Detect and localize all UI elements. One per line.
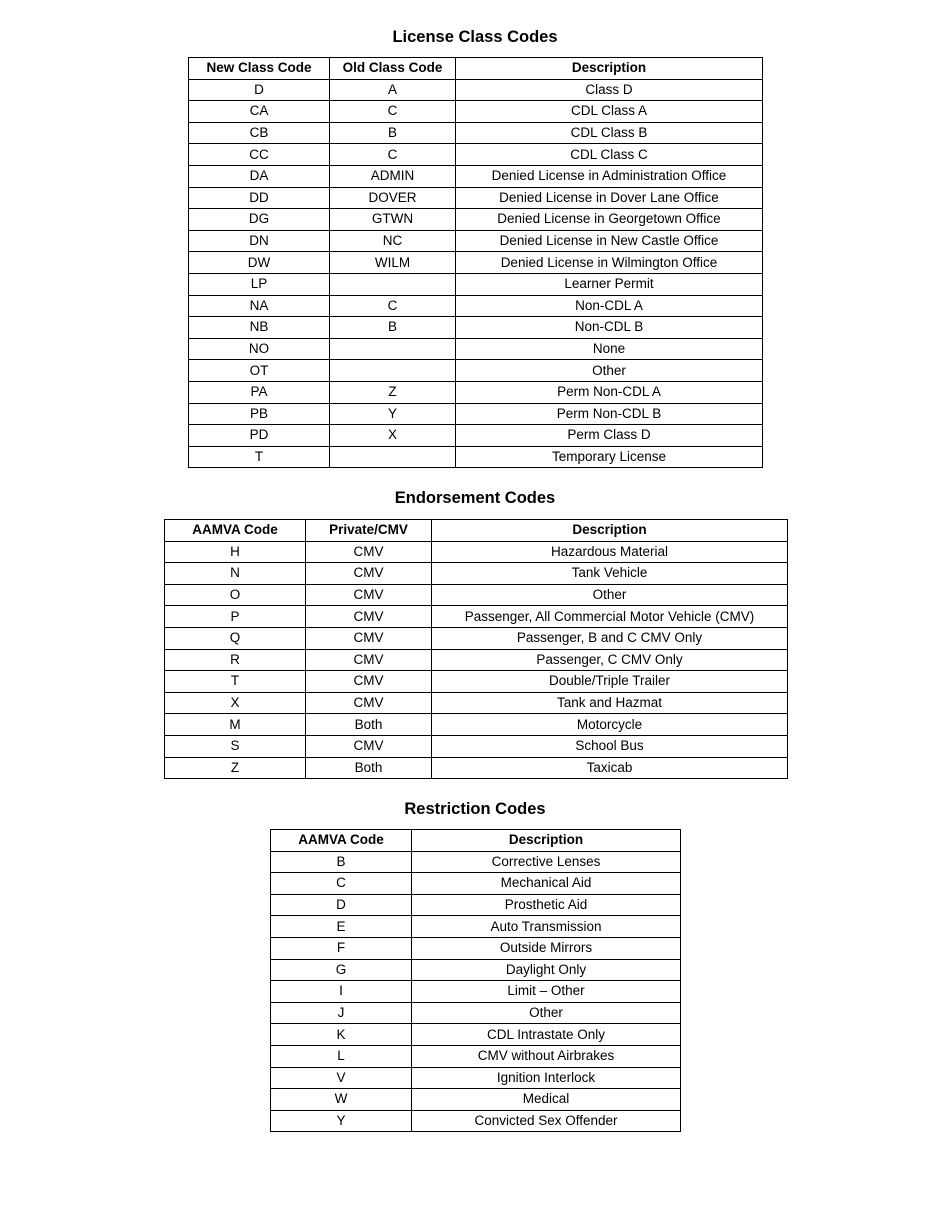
table-cell: Motorcycle: [432, 714, 788, 736]
table-cell: C: [330, 101, 456, 123]
table-cell: PD: [189, 425, 330, 447]
table-cell: PA: [189, 381, 330, 403]
table-cell: C: [271, 873, 412, 895]
table-row: [189, 79, 763, 101]
table-cell: Z: [330, 381, 456, 403]
table-header-row: [165, 520, 788, 542]
table-row: [271, 851, 681, 873]
table-row: [189, 209, 763, 231]
table-cell: DD: [189, 187, 330, 209]
table-row: [271, 959, 681, 981]
table-cell: CMV: [306, 584, 432, 606]
table-cell: DG: [189, 209, 330, 231]
table-cell: G: [271, 959, 412, 981]
table-cell: H: [165, 541, 306, 563]
table-row: [189, 144, 763, 166]
table-cell: Limit – Other: [412, 981, 681, 1003]
table-cell: Both: [306, 757, 432, 779]
table-cell: B: [330, 317, 456, 339]
table-row: [189, 295, 763, 317]
table-cell: X: [330, 425, 456, 447]
table-cell: CC: [189, 144, 330, 166]
table-cell: T: [189, 446, 330, 468]
table-cell: CMV: [306, 649, 432, 671]
table-cell: [330, 446, 456, 468]
table-cell: N: [165, 563, 306, 585]
table-cell: None: [456, 338, 763, 360]
endorsement-codes-title: Endorsement Codes: [394, 489, 556, 507]
table-cell: Perm Non-CDL B: [456, 403, 763, 425]
column-header: Old Class Code: [330, 58, 456, 80]
table-cell: CA: [189, 101, 330, 123]
table-row: [271, 1024, 681, 1046]
table-row: [165, 627, 788, 649]
table-cell: Other: [432, 584, 788, 606]
table-cell: B: [330, 122, 456, 144]
table-cell: Denied License in New Castle Office: [456, 230, 763, 252]
table-row: [271, 937, 681, 959]
table-cell: X: [165, 692, 306, 714]
table-cell: Tank and Hazmat: [432, 692, 788, 714]
table-cell: Taxicab: [432, 757, 788, 779]
table-cell: Corrective Lenses: [412, 851, 681, 873]
table-cell: Perm Non-CDL A: [456, 381, 763, 403]
table-row: [189, 101, 763, 123]
table-cell: Temporary License: [456, 446, 763, 468]
table-cell: CMV: [306, 563, 432, 585]
table-cell: Auto Transmission: [412, 916, 681, 938]
table-row: [271, 1067, 681, 1089]
table-cell: R: [165, 649, 306, 671]
table-header-row: [271, 830, 681, 852]
table-cell: NC: [330, 230, 456, 252]
column-header: Private/CMV: [306, 520, 432, 542]
table-cell: Y: [271, 1110, 412, 1132]
table-row: [189, 252, 763, 274]
table-cell: B: [271, 851, 412, 873]
table-row: [189, 230, 763, 252]
table-cell: C: [330, 295, 456, 317]
table-cell: Z: [165, 757, 306, 779]
table-cell: Denied License in Georgetown Office: [456, 209, 763, 231]
table-row: [189, 425, 763, 447]
table-cell: Mechanical Aid: [412, 873, 681, 895]
table-row: [189, 446, 763, 468]
column-header: Description: [432, 520, 788, 542]
table-cell: DOVER: [330, 187, 456, 209]
column-header: Description: [456, 58, 763, 80]
table-row: [271, 873, 681, 895]
table-cell: T: [165, 671, 306, 693]
table-cell: W: [271, 1089, 412, 1111]
table-row: [189, 122, 763, 144]
table-cell: L: [271, 1045, 412, 1067]
table-row: [165, 563, 788, 585]
table-cell: I: [271, 981, 412, 1003]
table-cell: S: [165, 735, 306, 757]
table-cell: Denied License in Wilmington Office: [456, 252, 763, 274]
table-row: [189, 317, 763, 339]
table-row: [189, 360, 763, 382]
table-cell: Tank Vehicle: [432, 563, 788, 585]
table-cell: CMV: [306, 692, 432, 714]
table-cell: CDL Class A: [456, 101, 763, 123]
table-row: [165, 541, 788, 563]
table-cell: Denied License in Administration Office: [456, 165, 763, 187]
table-cell: Ignition Interlock: [412, 1067, 681, 1089]
table-cell: Non-CDL A: [456, 295, 763, 317]
table-cell: Class D: [456, 79, 763, 101]
table-cell: OT: [189, 360, 330, 382]
table-cell: CDL Class C: [456, 144, 763, 166]
column-header: AAMVA Code: [271, 830, 412, 852]
table-cell: CMV: [306, 627, 432, 649]
table-cell: Other: [412, 1002, 681, 1024]
table-cell: Outside Mirrors: [412, 937, 681, 959]
column-header: Description: [412, 830, 681, 852]
table-cell: NA: [189, 295, 330, 317]
table-cell: F: [271, 937, 412, 959]
table-row: [189, 381, 763, 403]
table-cell: Daylight Only: [412, 959, 681, 981]
table-cell: [330, 273, 456, 295]
table-row: [165, 714, 788, 736]
table-row: [165, 649, 788, 671]
table-row: [271, 1002, 681, 1024]
table-cell: Medical: [412, 1089, 681, 1111]
table-cell: LP: [189, 273, 330, 295]
table-cell: [330, 338, 456, 360]
table-cell: Convicted Sex Offender: [412, 1110, 681, 1132]
table-cell: Passenger, B and C CMV Only: [432, 627, 788, 649]
table-cell: School Bus: [432, 735, 788, 757]
table-cell: NO: [189, 338, 330, 360]
table-cell: DW: [189, 252, 330, 274]
table-cell: Passenger, All Commercial Motor Vehicle (CMV): [432, 606, 788, 628]
endorsement-codes-table: [164, 519, 788, 779]
table-cell: Hazardous Material: [432, 541, 788, 563]
table-cell: PB: [189, 403, 330, 425]
table-cell: DN: [189, 230, 330, 252]
table-row: [165, 692, 788, 714]
column-header: AAMVA Code: [165, 520, 306, 542]
table-cell: CDL Class B: [456, 122, 763, 144]
table-cell: CMV: [306, 541, 432, 563]
table-row: [271, 1110, 681, 1132]
table-cell: Prosthetic Aid: [412, 894, 681, 916]
table-cell: Passenger, C CMV Only: [432, 649, 788, 671]
table-cell: Double/Triple Trailer: [432, 671, 788, 693]
table-cell: CMV: [306, 671, 432, 693]
table-cell: CB: [189, 122, 330, 144]
column-header: New Class Code: [189, 58, 330, 80]
table-row: [165, 735, 788, 757]
table-cell: DA: [189, 165, 330, 187]
table-cell: J: [271, 1002, 412, 1024]
table-cell: Non-CDL B: [456, 317, 763, 339]
table-cell: P: [165, 606, 306, 628]
table-cell: V: [271, 1067, 412, 1089]
table-cell: D: [189, 79, 330, 101]
table-cell: Denied License in Dover Lane Office: [456, 187, 763, 209]
table-cell: CMV without Airbrakes: [412, 1045, 681, 1067]
table-cell: Q: [165, 627, 306, 649]
table-cell: K: [271, 1024, 412, 1046]
table-row: [189, 338, 763, 360]
table-row: [165, 584, 788, 606]
table-cell: Perm Class D: [456, 425, 763, 447]
table-cell: CDL Intrastate Only: [412, 1024, 681, 1046]
table-cell: Both: [306, 714, 432, 736]
table-row: [189, 165, 763, 187]
table-row: [271, 1089, 681, 1111]
table-cell: [330, 360, 456, 382]
table-cell: NB: [189, 317, 330, 339]
table-cell: E: [271, 916, 412, 938]
table-row: [271, 981, 681, 1003]
table-cell: WILM: [330, 252, 456, 274]
table-cell: GTWN: [330, 209, 456, 231]
table-row: [189, 187, 763, 209]
table-cell: CMV: [306, 606, 432, 628]
table-cell: O: [165, 584, 306, 606]
table-cell: C: [330, 144, 456, 166]
table-cell: ADMIN: [330, 165, 456, 187]
license-class-codes-title: License Class Codes: [392, 28, 558, 46]
table-cell: A: [330, 79, 456, 101]
table-header-row: [189, 58, 763, 80]
restriction-codes-table: [270, 829, 681, 1132]
table-row: [271, 1045, 681, 1067]
table-cell: M: [165, 714, 306, 736]
table-cell: Other: [456, 360, 763, 382]
table-row: [271, 894, 681, 916]
table-row: [189, 273, 763, 295]
license-class-codes-table: [188, 57, 763, 468]
table-cell: Y: [330, 403, 456, 425]
table-row: [271, 916, 681, 938]
table-cell: D: [271, 894, 412, 916]
table-row: [189, 403, 763, 425]
restriction-codes-title: Restriction Codes: [404, 800, 546, 818]
table-row: [165, 671, 788, 693]
table-row: [165, 757, 788, 779]
table-row: [165, 606, 788, 628]
table-cell: Learner Permit: [456, 273, 763, 295]
table-cell: CMV: [306, 735, 432, 757]
